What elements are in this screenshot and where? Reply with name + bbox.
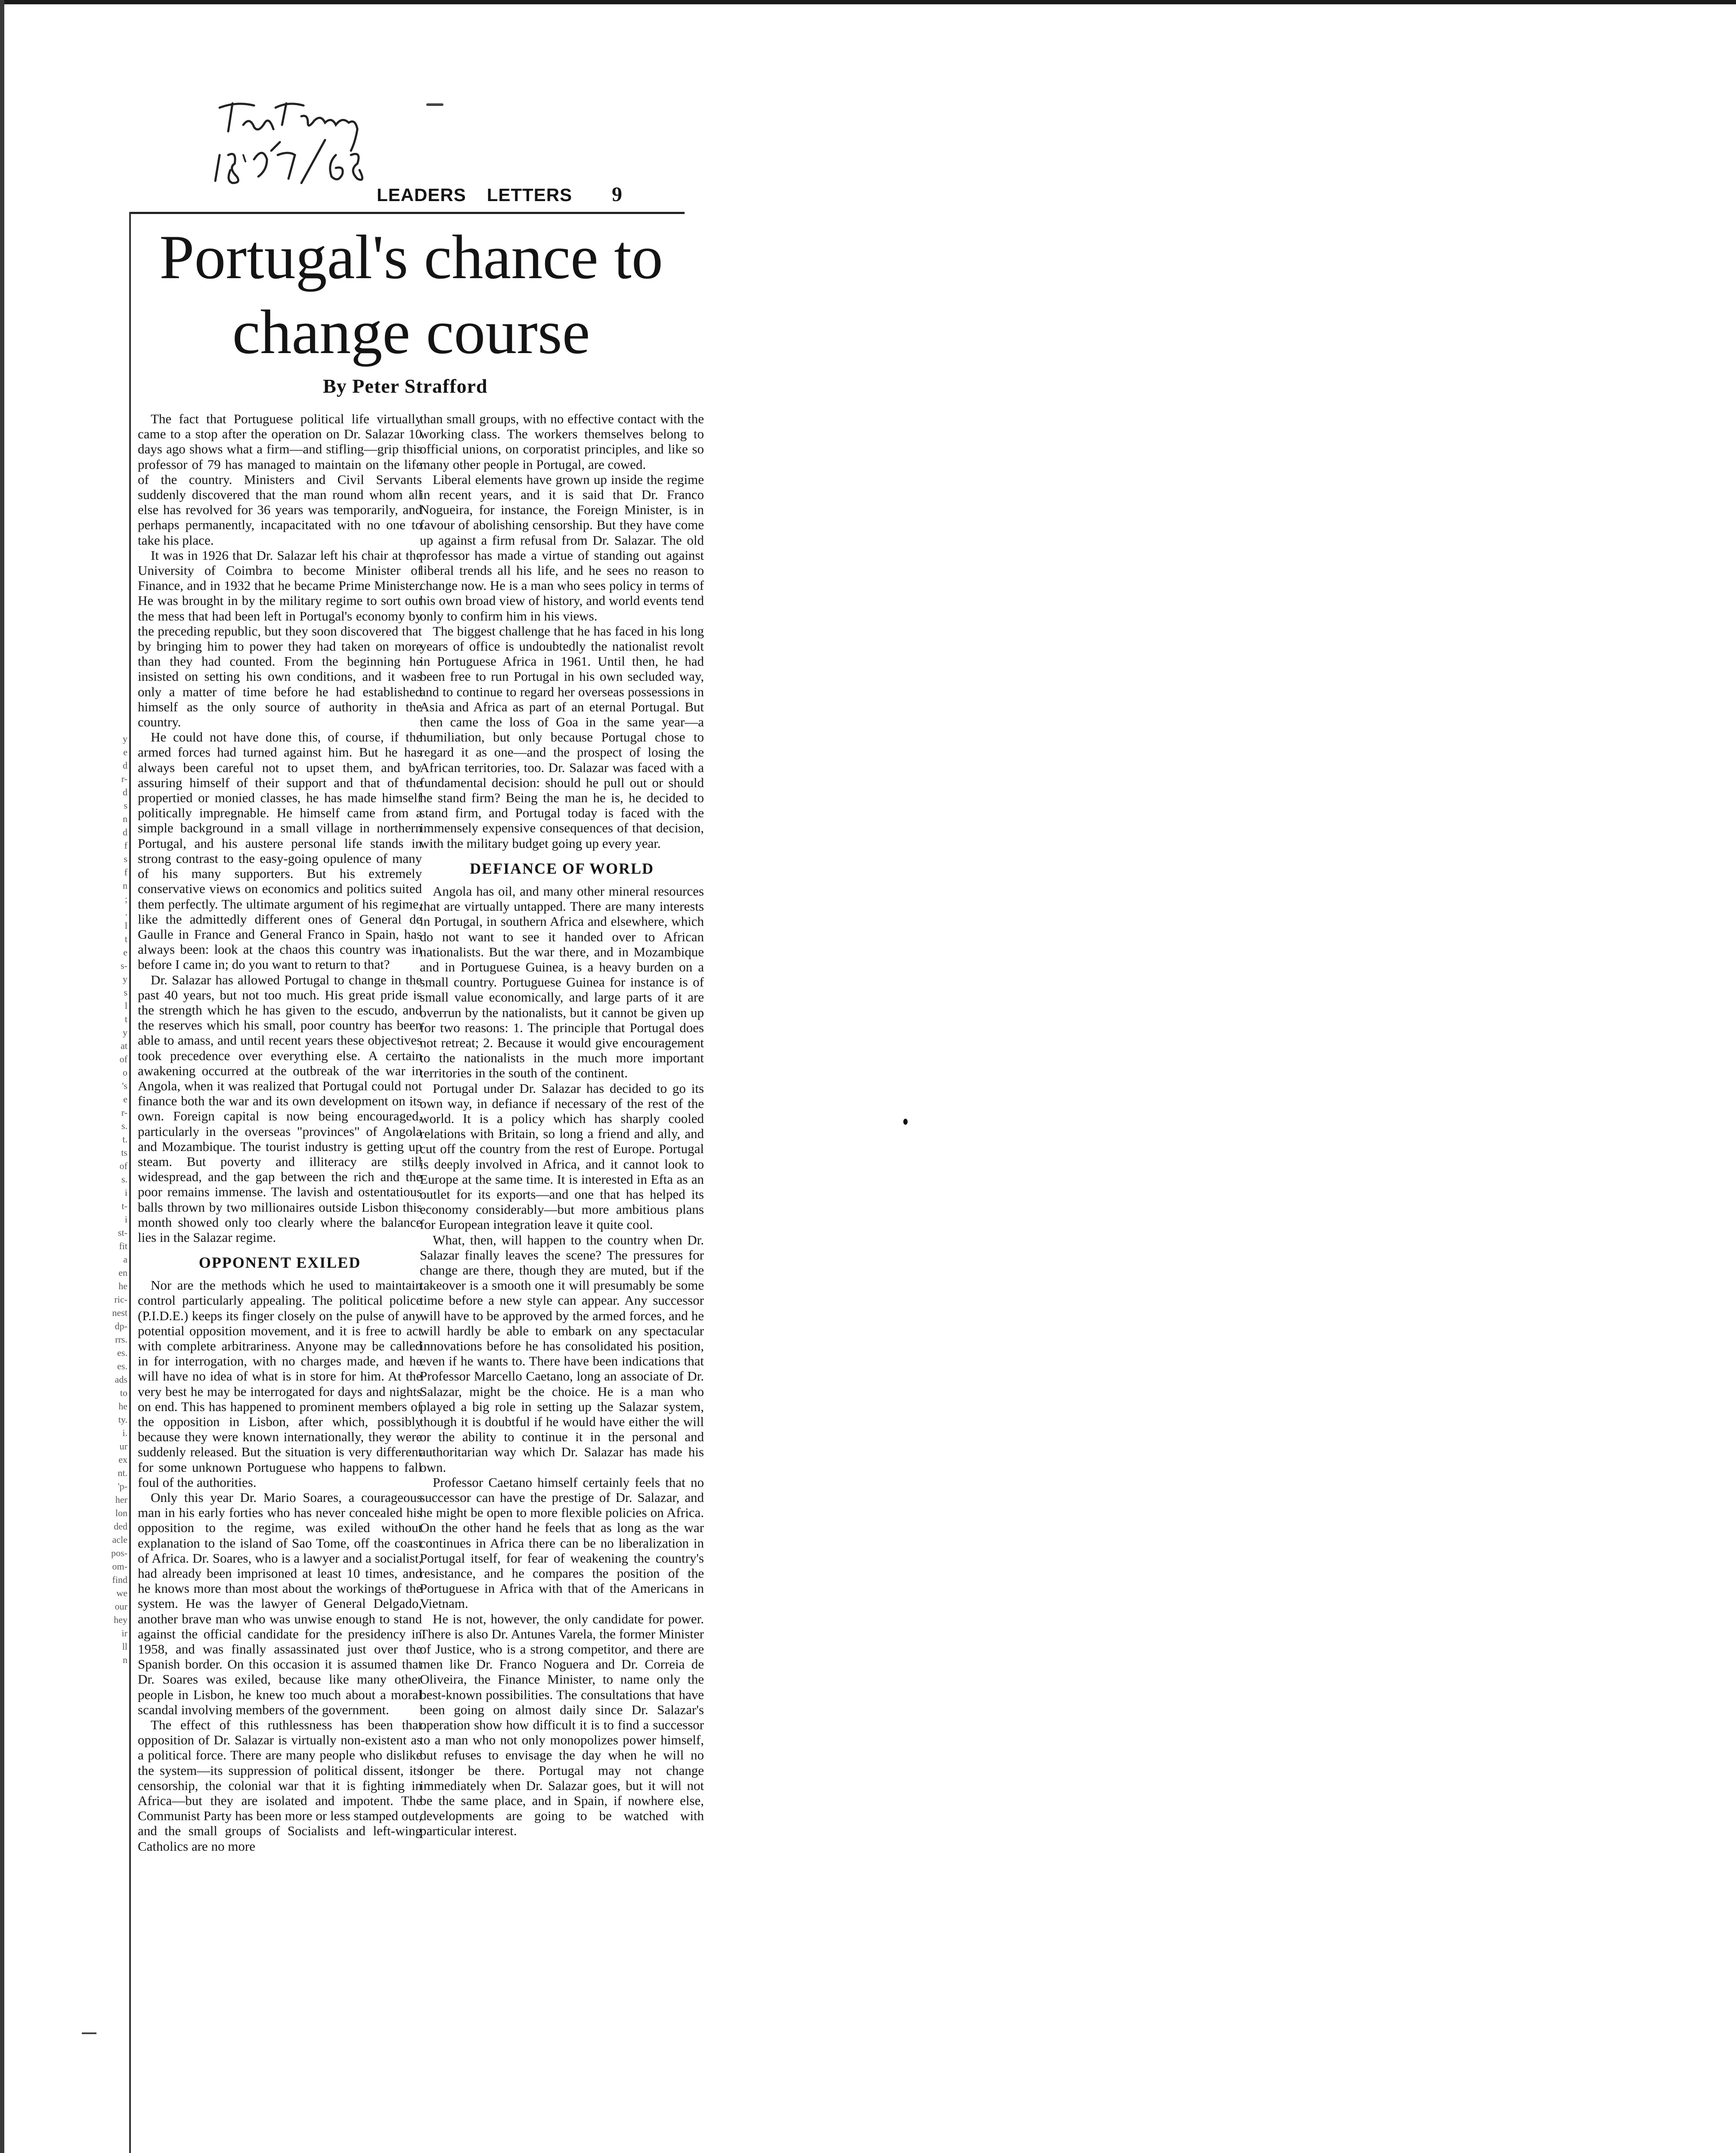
- gutter-fragment: f: [124, 867, 127, 878]
- paragraph: He could not have done this, of course, if the armed forces had turned against him. But he has always been careful not to upset them, and by assuring himself of their support and that of the propertied or monied classes, he has made himself politically impregnable. He himself came from a simple background in a small village in northern Portugal, and his austere personal life stands in strong contrast to the easy-going opulence of many of his many supporters. But his extremely conservative views on economics and politics suited them perfectly. The ultimate argument of his regime, like the admittedly different ones of General de Gaulle in France and General Franco in Spain, has always been: look at the chaos this country was in before I came in; do you want to return to that?: [138, 729, 422, 972]
- gutter-fragment: ;: [124, 893, 127, 904]
- handwritten-note-signature: [202, 90, 426, 194]
- gutter-fragment: he: [118, 1281, 127, 1291]
- gutter-fragment: ex: [118, 1454, 127, 1465]
- paragraph: than small groups, with no effective contact with the working class. The workers themselves belong to official unions, on corporatist principles, and like so many other people in Portugal, are cowed.: [420, 411, 704, 472]
- gutter-fragment: ty.: [118, 1414, 127, 1425]
- gutter-fragment: we: [116, 1588, 127, 1598]
- gutter-fragment: s: [124, 853, 127, 864]
- margin-tick: [82, 2032, 96, 2034]
- gutter-fragment: a: [123, 1254, 127, 1265]
- gutter-fragment: rrs.: [115, 1334, 127, 1345]
- article-headline: Portugal's chance to change course: [159, 222, 663, 367]
- gutter-fragment: y: [123, 1027, 127, 1038]
- gutter-fragment: d: [123, 760, 127, 771]
- gutter-fragment: om-: [112, 1561, 127, 1572]
- gutter-fragment: es.: [117, 1347, 127, 1358]
- gutter-fragment: f: [124, 840, 127, 851]
- gutter-fragment: nest: [112, 1307, 127, 1318]
- gutter-fragment: r-: [121, 1107, 127, 1118]
- article-byline: By Peter Strafford: [323, 375, 488, 397]
- gutter-fragment: s: [124, 800, 127, 811]
- gutter-fragment: s: [124, 987, 127, 998]
- paragraph: He is not, however, the only candidate for power. There is also Dr. Antunes Varela, the former Minister of Justice, who is a strong competitor, and there are men like Dr. Franco Noguera and Dr. Correia de Oliveira, the Finance Minister, to name only the best-known possibilities. The consultations that have been going on almost daily since Dr. Salazar's operation show how difficult it is to find a successor to a man who not only monopolizes power himself, but refuses to envisage the day when he will no longer be there. Portugal may not change immediately when Dr. Salazar goes, but it will not be the same place, and in Spain, if nowhere else, developments are going to be watched with particular interest.: [420, 1611, 704, 1839]
- gutter-fragment: find: [112, 1574, 127, 1585]
- gutter-fragment: hey: [114, 1614, 127, 1625]
- gutter-fragment: e: [123, 1094, 127, 1104]
- gutter-fragment: t: [124, 934, 127, 944]
- gutter-fragment: acle: [112, 1534, 127, 1545]
- gutter-fragment: i: [124, 1187, 127, 1198]
- paragraph: Liberal elements have grown up inside the regime in recent years, and it is said that Dr. Franco Nogueira, for instance, the Foreign Minister, is in favour of abolishing censorship. But they have come up against a firm refusal from Dr. Salazar. The old professor has made a virtue of standing out against liberal trends all his life, and he sees no reason to change now. He is a man who sees policy in terms of his own broad view of history, and world events tend only to confirm him in his views.: [420, 472, 704, 624]
- gutter-fragment: n: [123, 813, 127, 824]
- gutter-fragment: fit: [119, 1241, 127, 1251]
- article-column-2: [420, 411, 704, 1839]
- gutter-fragment: s.: [121, 1174, 127, 1185]
- gutter-fragment: n: [123, 880, 127, 891]
- paragraph: Dr. Salazar has allowed Portugal to change in the past 40 years, but not too much. His great pride is the strength which he has given to the escudo, and the reserves which his small, poor country has been able to amass, and until recent years these objectives took precedence over everything else. A certain awakening occurred at the outbreak of the war in Angola, when it was realized that Portugal could not finance both the war and its own development on its own. Foreign capital is now being encouraged, particularly in the overseas "provinces" of Angola and Mozambique. The tourist industry is getting up steam. But poverty and illiteracy are still widespread, and the gap between the rich and the poor remains immense. The lavish and ostentatious balls thrown by two millionaires outside Lisbon this month showed only too clearly where the balance lies in the Salazar regime.: [138, 972, 422, 1245]
- gutter-fragment: l: [124, 1000, 127, 1011]
- gutter-fragment: e: [123, 947, 127, 958]
- gutter-fragment: ll: [122, 1641, 127, 1652]
- running-head-left: LEADERS: [377, 185, 466, 205]
- gutter-fragment: dp-: [115, 1321, 127, 1331]
- subheading-opponent-exiled: OPPONENT EXILED: [198, 1254, 361, 1272]
- gutter-fragment: our: [115, 1601, 127, 1612]
- gutter-fragment: t.: [122, 1134, 127, 1145]
- gutter-fragment: t: [124, 1014, 127, 1024]
- subheading-defiance-of-world: DEFIANCE OF WORLD: [469, 859, 654, 877]
- gutter-fragment: e: [123, 747, 127, 757]
- gutter-fragment: he: [118, 1401, 127, 1412]
- gutter-fragment: o: [123, 1067, 127, 1078]
- top-rule: [129, 212, 685, 214]
- gutter-fragment: to: [120, 1387, 127, 1398]
- paragraph: What, then, will happen to the country when Dr. Salazar finally leaves the scene? The pressures for change are there, though they are muted, but if the takeover is a smooth one it will presumably be some time before a new style can appear. Any successor will have to be approved by the armed forces, and he will hardly be able to embark on any spectacular innovations before he has consolidated his position, even if he wants to. There have been indications that Professor Marcello Caetano, long an associate of Dr. Salazar, might be the choice. He is a man who played a big role in setting up the Salazar system, though it is doubtful if he would have either the will or the ability to continue it in the personal and authoritarian way which Dr. Salazar has made his own.: [420, 1232, 704, 1475]
- gutter-fragment: lon: [115, 1508, 127, 1518]
- gutter-fragment: st-: [118, 1227, 127, 1238]
- pen-dash-mark: [426, 103, 443, 106]
- gutter-fragment: 'p-: [118, 1481, 127, 1492]
- running-head: [377, 183, 623, 206]
- paragraph: Portugal under Dr. Salazar has decided to go its own way, in defiance if necessary of the rest of the world. It is a policy which has sharply cooled relations with Britain, so long a friend and ally, and cut off the country from the rest of Europe. Portugal is deeply involved in Africa, and it cannot look to Europe at the same time. It is interested in Efta as an outlet for its exports—and one that has helped its economy considerably—but more ambitious plans for European integration leave it quite cool.: [420, 1080, 704, 1232]
- paragraph: Professor Caetano himself certainly feels that no successor can have the prestige of Dr. Salazar, and he might be open to more flexible policies on Africa. On the other hand he feels that as long as the war continues in Africa there can be no liberalization in Portugal itself, for fear of weakening the country's resistance, and he compares the position of the Portuguese in Africa with that of the Americans in Vietnam.: [420, 1474, 704, 1611]
- gutter-fragment: ded: [114, 1521, 127, 1532]
- gutter-fragment: ur: [119, 1441, 127, 1452]
- gutter-fragment: i.: [122, 1427, 127, 1438]
- gutter-fragment: en: [118, 1267, 127, 1278]
- gutter-fragment: s-: [121, 960, 127, 971]
- gutter-fragment: of: [119, 1160, 127, 1171]
- gutter-fragment: l: [124, 920, 127, 931]
- gutter-fragment: t-: [121, 1201, 127, 1211]
- paragraph: The biggest challenge that he has faced in his long years of office is undoubtedly the nationalist revolt in Portuguese Africa in 1961. Until then, he had been free to run Portugal in his own secluded way, and to continue to regard her overseas possessions in Asia and Africa as part of an eternal Portugal. But then came the loss of Goa in the same year—a humiliation, but only because Portugal chose to regard it as one—and the prospect of losing the African territories, too. Dr. Salazar was faced with a fundamental decision: should he pull out or should he stand firm? Being the man he is, he decided to stand firm, and Portugal today is faced with the immensely expensive consequences of that decision, with the military budget going up every year.: [420, 623, 704, 851]
- gutter-fragment: n: [123, 1654, 127, 1665]
- gutter-fragment: of: [119, 1054, 127, 1064]
- gutter-fragment: ric-: [114, 1294, 127, 1305]
- gutter-fragment: d: [123, 787, 127, 797]
- left-column-rule: [129, 212, 131, 2153]
- gutter-fragment: her: [115, 1494, 127, 1505]
- gutter-fragment: ads: [115, 1374, 127, 1385]
- page-number: 9: [612, 183, 623, 206]
- gutter-fragment: d: [123, 827, 127, 838]
- scan-edge-top: [0, 0, 1736, 4]
- paragraph: Only this year Dr. Mario Soares, a courageous man in his early forties who has never concealed his opposition to the regime, was exiled without explanation to the island of Sao Tome, off the coast of Africa. Dr. Soares, who is a lawyer and a socialist, had already been imprisoned at least 10 times, and he knows more than most about the workings of the system. He was the lawyer of General Delgado, another brave man who was unwise enough to stand against the official candidate for the presidency in 1958, and was finally assassinated just over the Spanish border. On this occasion it is assumed that Dr. Soares was exiled, because like many other people in Lisbon, he knew too much about a moral scandal involving members of the government.: [138, 1490, 422, 1717]
- gutter-fragment: y: [123, 974, 127, 984]
- gutter-fragment: at: [121, 1040, 127, 1051]
- paragraph: The effect of this ruthlessness has been that opposition of Dr. Salazar is virtually non-existent as a political force. There are many people who dislike the system—its suppression of political dissent, its censorship, the colonial war that it is fighting in Africa—but they are isolated and impotent. The Communist Party has been more or less stamped out, and the small groups of Socialists and left-wing Catholics are no more: [138, 1717, 422, 1854]
- gutter-fragment: ts: [121, 1147, 127, 1158]
- gutter-fragment: 's: [122, 1080, 127, 1091]
- article-column-1: [138, 411, 422, 1854]
- gutter-fragment: s.: [121, 1120, 127, 1131]
- paragraph: Nor are the methods which he used to maintain control particularly appealing. The political police (P.I.D.E.) keeps its finger closely on the pulse of any potential opposition movement, and it is free to act with complete arbitrariness. Anyone may be called in for interrogation, with no charges made, and he will have no idea of what is in store for him. At the very best he may be interrogated for days and nights on end. This has happened to prominent members of the opposition in Lisbon, after which, possibly because they were known internationally, they were suddenly released. But the situation is very different for some unknown Portuguese who happens to fall foul of the authorities.: [138, 1278, 422, 1490]
- gutter-fragment: .: [125, 907, 127, 918]
- scan-edge-left: [0, 0, 4, 2153]
- paragraph: The fact that Portuguese political life virtually came to a stop after the operation on Dr. Salazar 10 days ago shows what a firm—and stifling—grip this professor of 79 has managed to maintain on the life of the country. Ministers and Civil Servants suddenly discovered that the man round whom all else has revolved for 36 years was temporarily, and perhaps permanently, incapacitated with no one to take his place.: [138, 411, 422, 548]
- gutter-fragment: r-: [121, 773, 127, 784]
- paragraph: It was in 1926 that Dr. Salazar left his chair at the University of Coimbra to become Minister of Finance, and in 1932 that he became Prime Minister. He was brought in by the military regime to sort out the mess that had been left in Portugal's economy by the preceding republic, but they soon discovered that by bringing him to power they had taken on more than they had counted. From the beginning he insisted on setting his own conditions, and it was only a matter of time before he had established himself as the only source of authority in the country.: [138, 547, 422, 730]
- adjacent-column-fragments: [102, 732, 127, 1666]
- running-head-middle: LETTERS: [487, 185, 573, 205]
- scan-speck: [903, 1119, 908, 1125]
- gutter-fragment: pos-: [111, 1548, 127, 1558]
- paragraph: Angola has oil, and many other mineral resources that are virtually untapped. There are many interests in Portugal, in southern Africa and elsewhere, which do not want to see it handed over to African nationalists. But the war there, and in Mozambique and in Portuguese Guinea, is a heavy burden on a small country. Portuguese Guinea for instance is of small value economically, and large parts of it are overrun by the nationalists, but it cannot be given up for two reasons: 1. The principle that Portugal does not retreat; 2. Because it would give encouragement to the nationalists in the much more important territories in the south of the continent.: [420, 883, 704, 1081]
- gutter-fragment: ir: [121, 1628, 127, 1638]
- gutter-fragment: i: [124, 1214, 127, 1225]
- gutter-fragment: nt.: [118, 1467, 127, 1478]
- gutter-fragment: y: [123, 733, 127, 744]
- gutter-fragment: es.: [117, 1361, 127, 1371]
